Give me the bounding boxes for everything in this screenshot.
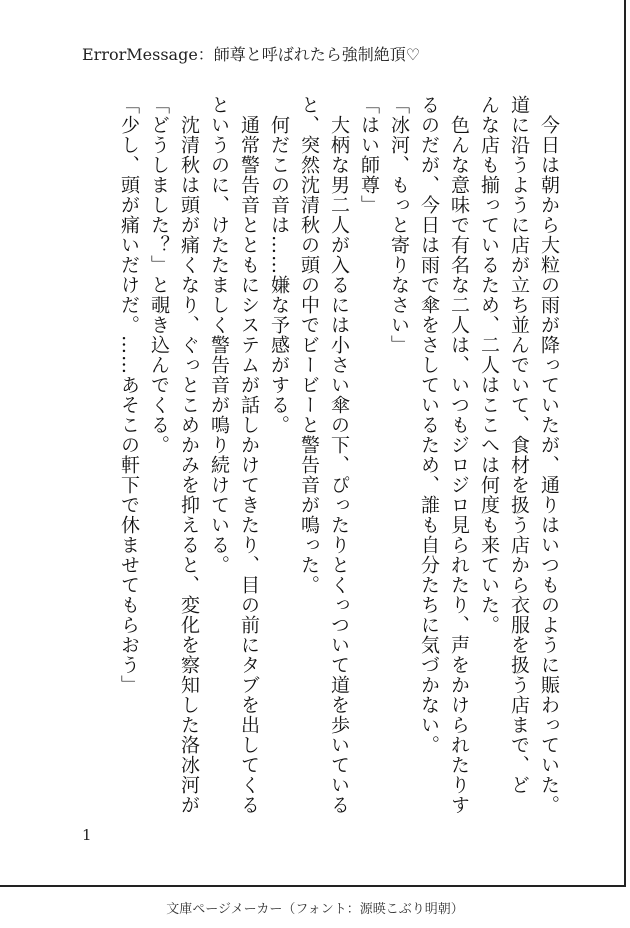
text-line: 今日は朝から大粒の雨が降っていたが、通りはいつものように賑わっていた。 [538,95,560,815]
page-number: 1 [82,826,92,844]
text-line: 「どうしました？」と覗き込んでくる。 [148,95,170,455]
text-line: 大柄な男二人が入るには小さい傘の下、ぴったりとくっついて道を歩いている [328,95,350,815]
text-line: 通常警告音とともにシステムが話しかけてきたり、目の前にタブを出してくる [238,95,260,815]
text-line: 道に沿うように店が立ち並んでいて、食材を扱う店から衣服を扱う店まで、ど [508,95,530,795]
text-line: んな店も揃っているため、二人はここへは何度も来ていた。 [478,95,500,635]
text-line: と、突然沈清秋の頭の中でビービーと警告音が鳴った。 [298,95,320,595]
text-line: というのに、けたたましく警告音が鳴り続けている。 [208,95,230,575]
text-line: 「少し、頭が痛いだけだ。……あそこの軒下で休ませてもらおう」 [118,95,140,695]
text-line: 色んな意味で有名な二人は、いつもジロジロ見られたり、声をかけられたりす [448,95,470,815]
vertical-body-text [114,95,564,855]
text-line: 「はい師尊」 [358,95,380,215]
text-line: 「冰河、もっと寄りなさい」 [388,95,410,355]
text-line: 沈清秋は頭が痛くなり、ぐっとこめかみを抑えると、変化を察知した洛冰河が [178,95,200,815]
text-line: るのだが、今日は雨で傘をさしているため、誰も自分たちに気づかない。 [418,95,440,755]
text-line: 何だこの音は……嫌な予感がする。 [268,95,290,435]
generator-footer: 文庫ページメーカー（フォント：源暎こぶり明朝） [166,902,464,917]
page-header-title: ErrorMessage：師尊と呼ばれたら強制絶頂♡ [82,45,421,64]
